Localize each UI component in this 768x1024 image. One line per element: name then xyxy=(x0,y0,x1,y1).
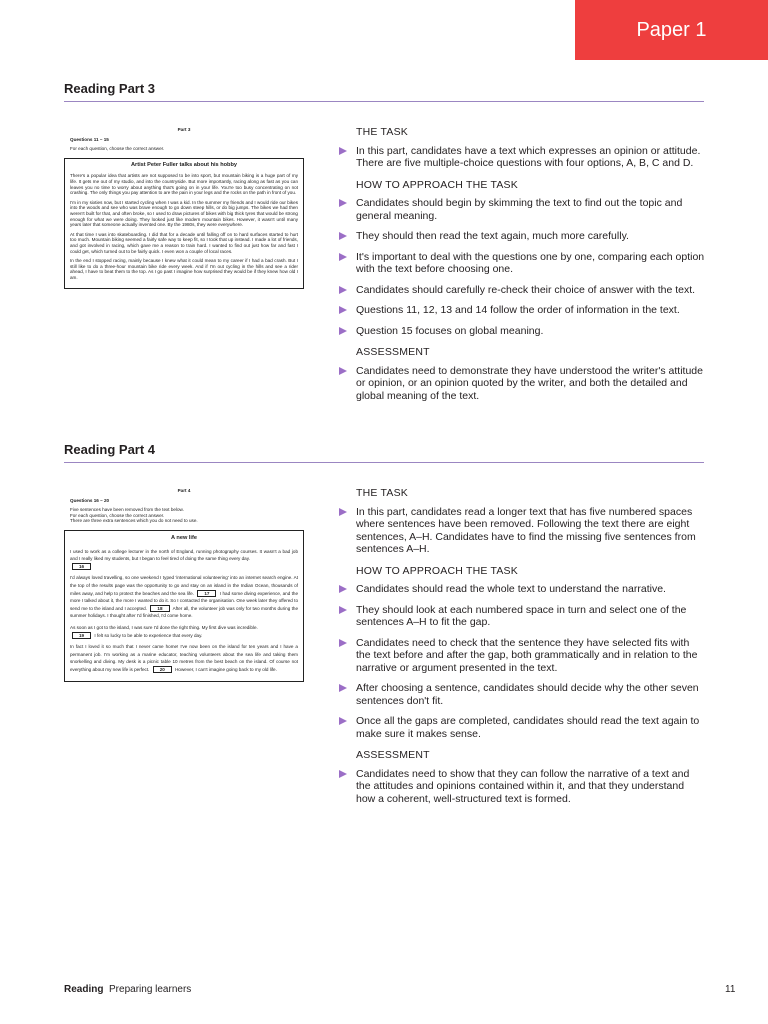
part4-thumb-paragraph: In fact I loved it so much that I never came home! I've now been on the island for ten years and I have a permanent job. I'm working as a marine educator, teaching volunteers about the sea life and taking them snorkelling and diving. My desk is a picnic table 10 metres from the best beach on the island. Of course not everything about my new life is perfect. 20 However, I can't imagine going back to my old life. xyxy=(70,644,298,672)
list-item: Once all the gaps are completed, candidates should read the text again to make sure it makes sense. xyxy=(339,715,705,740)
part4-title: Reading Part 4 xyxy=(64,442,156,457)
gap-box: 18 xyxy=(150,605,169,612)
part3-thumb-paragraph: At that time I was into skateboarding. I did that for a decade until falling off on to hard surfaces started to hurt too much. Mountain biking seemed a fairly safe way to keep fit, so I took that up instead. I made a lot of friends, and got involved in racing, which gave me a reason to train hard. I wanted to find out just how far and fast I could get, which turned out to be fairly quick. I even won a couple of local races. xyxy=(70,231,298,254)
paper-tab-label: Paper 1 xyxy=(636,18,707,41)
list-item: Candidates should carefully re-check their choice of answer with the text. xyxy=(339,284,705,297)
part3-assessment-heading: ASSESSMENT xyxy=(356,346,430,358)
part4-assessment-list xyxy=(339,768,705,806)
bullet-triangle-icon xyxy=(339,286,347,294)
part3-divider xyxy=(64,101,704,102)
list-item: In this part, candidates read a longer text that has five numbered spaces where sentences have been removed. Following the text there are eight sentences, A–H. Candidates have to find the missing five sentences from sentences A–H. xyxy=(339,506,705,556)
list-item: Candidates need to check that the sentence they have selected fits with the text before and after the gap, both grammatically and in relation to the narrative or argument presented in the text. xyxy=(339,637,705,675)
part3-assessment-list xyxy=(339,365,705,403)
list-item: They should then read the text again, much more carefully. xyxy=(339,230,705,243)
bullet-triangle-icon xyxy=(339,147,347,155)
part4-guidance xyxy=(339,487,705,814)
part4-thumb-paragraph: I used to work as a college lecturer in the north of England, running photography courses. It wasn't a bad job and I really liked my students, but I began to feel tired of doing the same thing every day. 16 xyxy=(70,548,298,569)
part4-thumb-questions: Questions 16 – 20 xyxy=(70,497,110,503)
part3-thumb-paragraph: There's a popular idea that artists are not supposed to be into sport, but mountain biking is a huge part of my life. It gets me out of my studio, and into the countryside. But more importantly, racing along as fast as you can leaves you no time to worry about anything that's going on in your life. You're too busy concentrating on not crashing. The only things you pay attention to are the pain in your legs and the rocks on the path in front of you. xyxy=(70,173,298,196)
bullet-triangle-icon xyxy=(339,684,347,692)
bullet-triangle-icon xyxy=(339,717,347,725)
gap-box: 19 xyxy=(72,632,91,639)
list-item: Candidates should read the whole text to understand the narrative. xyxy=(339,583,705,596)
list-item: Candidates should begin by skimming the text to find out the topic and general meaning. xyxy=(339,197,705,222)
part4-thumb-part: Part 4 xyxy=(177,488,191,493)
bullet-triangle-icon xyxy=(339,232,347,240)
bullet-triangle-icon xyxy=(339,367,347,375)
part3-thumb-textbox xyxy=(64,158,304,290)
bullet-triangle-icon xyxy=(339,639,347,647)
part4-thumbnail xyxy=(64,488,304,682)
part4-thumb-instruction: Five sentences have been removed from the text below. For each question, choose the correct answer. There are three extra sentences which you do not need to use. xyxy=(70,507,198,524)
gap-box: 16 xyxy=(72,563,91,570)
part3-title: Reading Part 3 xyxy=(64,81,156,96)
part3-task-heading: THE TASK xyxy=(356,126,408,138)
part3-thumb-text-title: Artist Peter Fuller talks about his hobby xyxy=(131,161,237,168)
list-item: After choosing a sentence, candidates should decide why the other seven sentences don't fit. xyxy=(339,682,705,707)
part3-approach-list xyxy=(339,197,705,337)
part4-assessment-heading: ASSESSMENT xyxy=(356,749,430,761)
part4-task-list xyxy=(339,506,705,556)
part4-thumb-paragraph: As soon as I got to the island, I was sure I'd done the right thing. My first dive was incredible. 19 I felt so lucky to be able to experience that every day. xyxy=(70,624,258,638)
bullet-triangle-icon xyxy=(339,327,347,335)
part3-thumbnail xyxy=(64,127,304,289)
part4-thumb-text-title: A new life xyxy=(171,534,197,541)
part4-task-heading: THE TASK xyxy=(356,487,408,499)
bullet-triangle-icon xyxy=(339,508,347,516)
page-footer xyxy=(64,984,191,995)
footer-section: Reading xyxy=(64,984,104,995)
footer-subtitle: Preparing learners xyxy=(109,984,192,995)
part3-thumb-paragraph: In the end I stopped racing, mainly because I knew what it could mean to my career if I had a bad crash. But I still like to do a three-hour mountain bike ride every week. And if I'm out cycling in the hills and see a rider ahead, I have to beat them to the top. As I go past I imagine how surprised they would be if they knew how old I am. xyxy=(70,258,298,280)
part3-thumb-paragraph: I'm in my sixties now, but I started cycling when I was a kid. In the summer my friends and I would ride our bikes into the woods and see who was brave enough to go down steep hills, or do big jumps. The bikes we had then weren't built for that, and often broke, so I used to draw pictures of bikes with big thick tyres that would be strong enough for what we were doing. They looked just like modern mountain bikes. However, it wasn't until many years later that someone actually invented one. By the 1980s, they were everywhere. xyxy=(70,199,298,228)
bullet-triangle-icon xyxy=(339,585,347,593)
list-item: Candidates need to show that they can follow the narrative of a text and the attitudes and opinions contained within it, and that they understand how a coherent, well-structured text is formed. xyxy=(339,768,705,806)
part3-thumb-instruction: For each question, choose the correct answer. xyxy=(70,146,165,152)
part4-divider xyxy=(64,462,704,463)
list-item: Question 15 focuses on global meaning. xyxy=(339,325,705,338)
part3-guidance xyxy=(339,126,705,411)
list-item: It's important to deal with the questions one by one, comparing each option with the text before choosing one. xyxy=(339,251,705,276)
part3-task-list xyxy=(339,145,705,170)
page-number: 11 xyxy=(725,984,736,995)
part3-approach-heading: HOW TO APPROACH THE TASK xyxy=(356,178,518,191)
part3-thumb-part: Part 3 xyxy=(177,127,191,132)
bullet-triangle-icon xyxy=(339,253,347,261)
part4-approach-list xyxy=(339,583,705,740)
part3-thumb-questions: Questions 11 – 15 xyxy=(70,136,109,142)
list-item: Questions 11, 12, 13 and 14 follow the order of information in the text. xyxy=(339,304,705,317)
list-item: They should look at each numbered space in turn and select one of the sentences A–H to fit the gap. xyxy=(339,604,705,629)
list-item: In this part, candidates have a text which expresses an opinion or attitude. There are five multiple-choice questions with four options, A, B, C and D. xyxy=(339,145,705,170)
part4-thumb-paragraph: I'd always loved travelling, so one weekend I typed 'international volunteering' into an internet search engine. At the top of the results page was the opportunity to go and stay on an island in the Indian Ocean, thousands of miles away, and help to protect the beaches and the sea life. 17 I had some diving experience, and the more I talked about it, the more I wanted to do it. So I contacted the organisation. One week later they offered to send me to the island and I accepted. 18 After all, the volunteer job was only for two months during the summer holidays. I thought after I'd finished, I'd come home. xyxy=(70,575,299,619)
list-item: Candidates need to demonstrate they have understood the writer's attitude or opinion, or an opinion quoted by the writer, and both the detailed and global meaning of the text. xyxy=(339,365,705,403)
gap-box: 20 xyxy=(153,666,172,673)
bullet-triangle-icon xyxy=(339,306,347,314)
gap-box: 17 xyxy=(197,590,216,597)
bullet-triangle-icon xyxy=(339,770,347,778)
part4-thumb-textbox xyxy=(64,530,304,683)
bullet-triangle-icon xyxy=(339,606,347,614)
part4-approach-heading: HOW TO APPROACH THE TASK xyxy=(356,564,518,577)
bullet-triangle-icon xyxy=(339,199,347,207)
paper-tab xyxy=(575,0,768,60)
